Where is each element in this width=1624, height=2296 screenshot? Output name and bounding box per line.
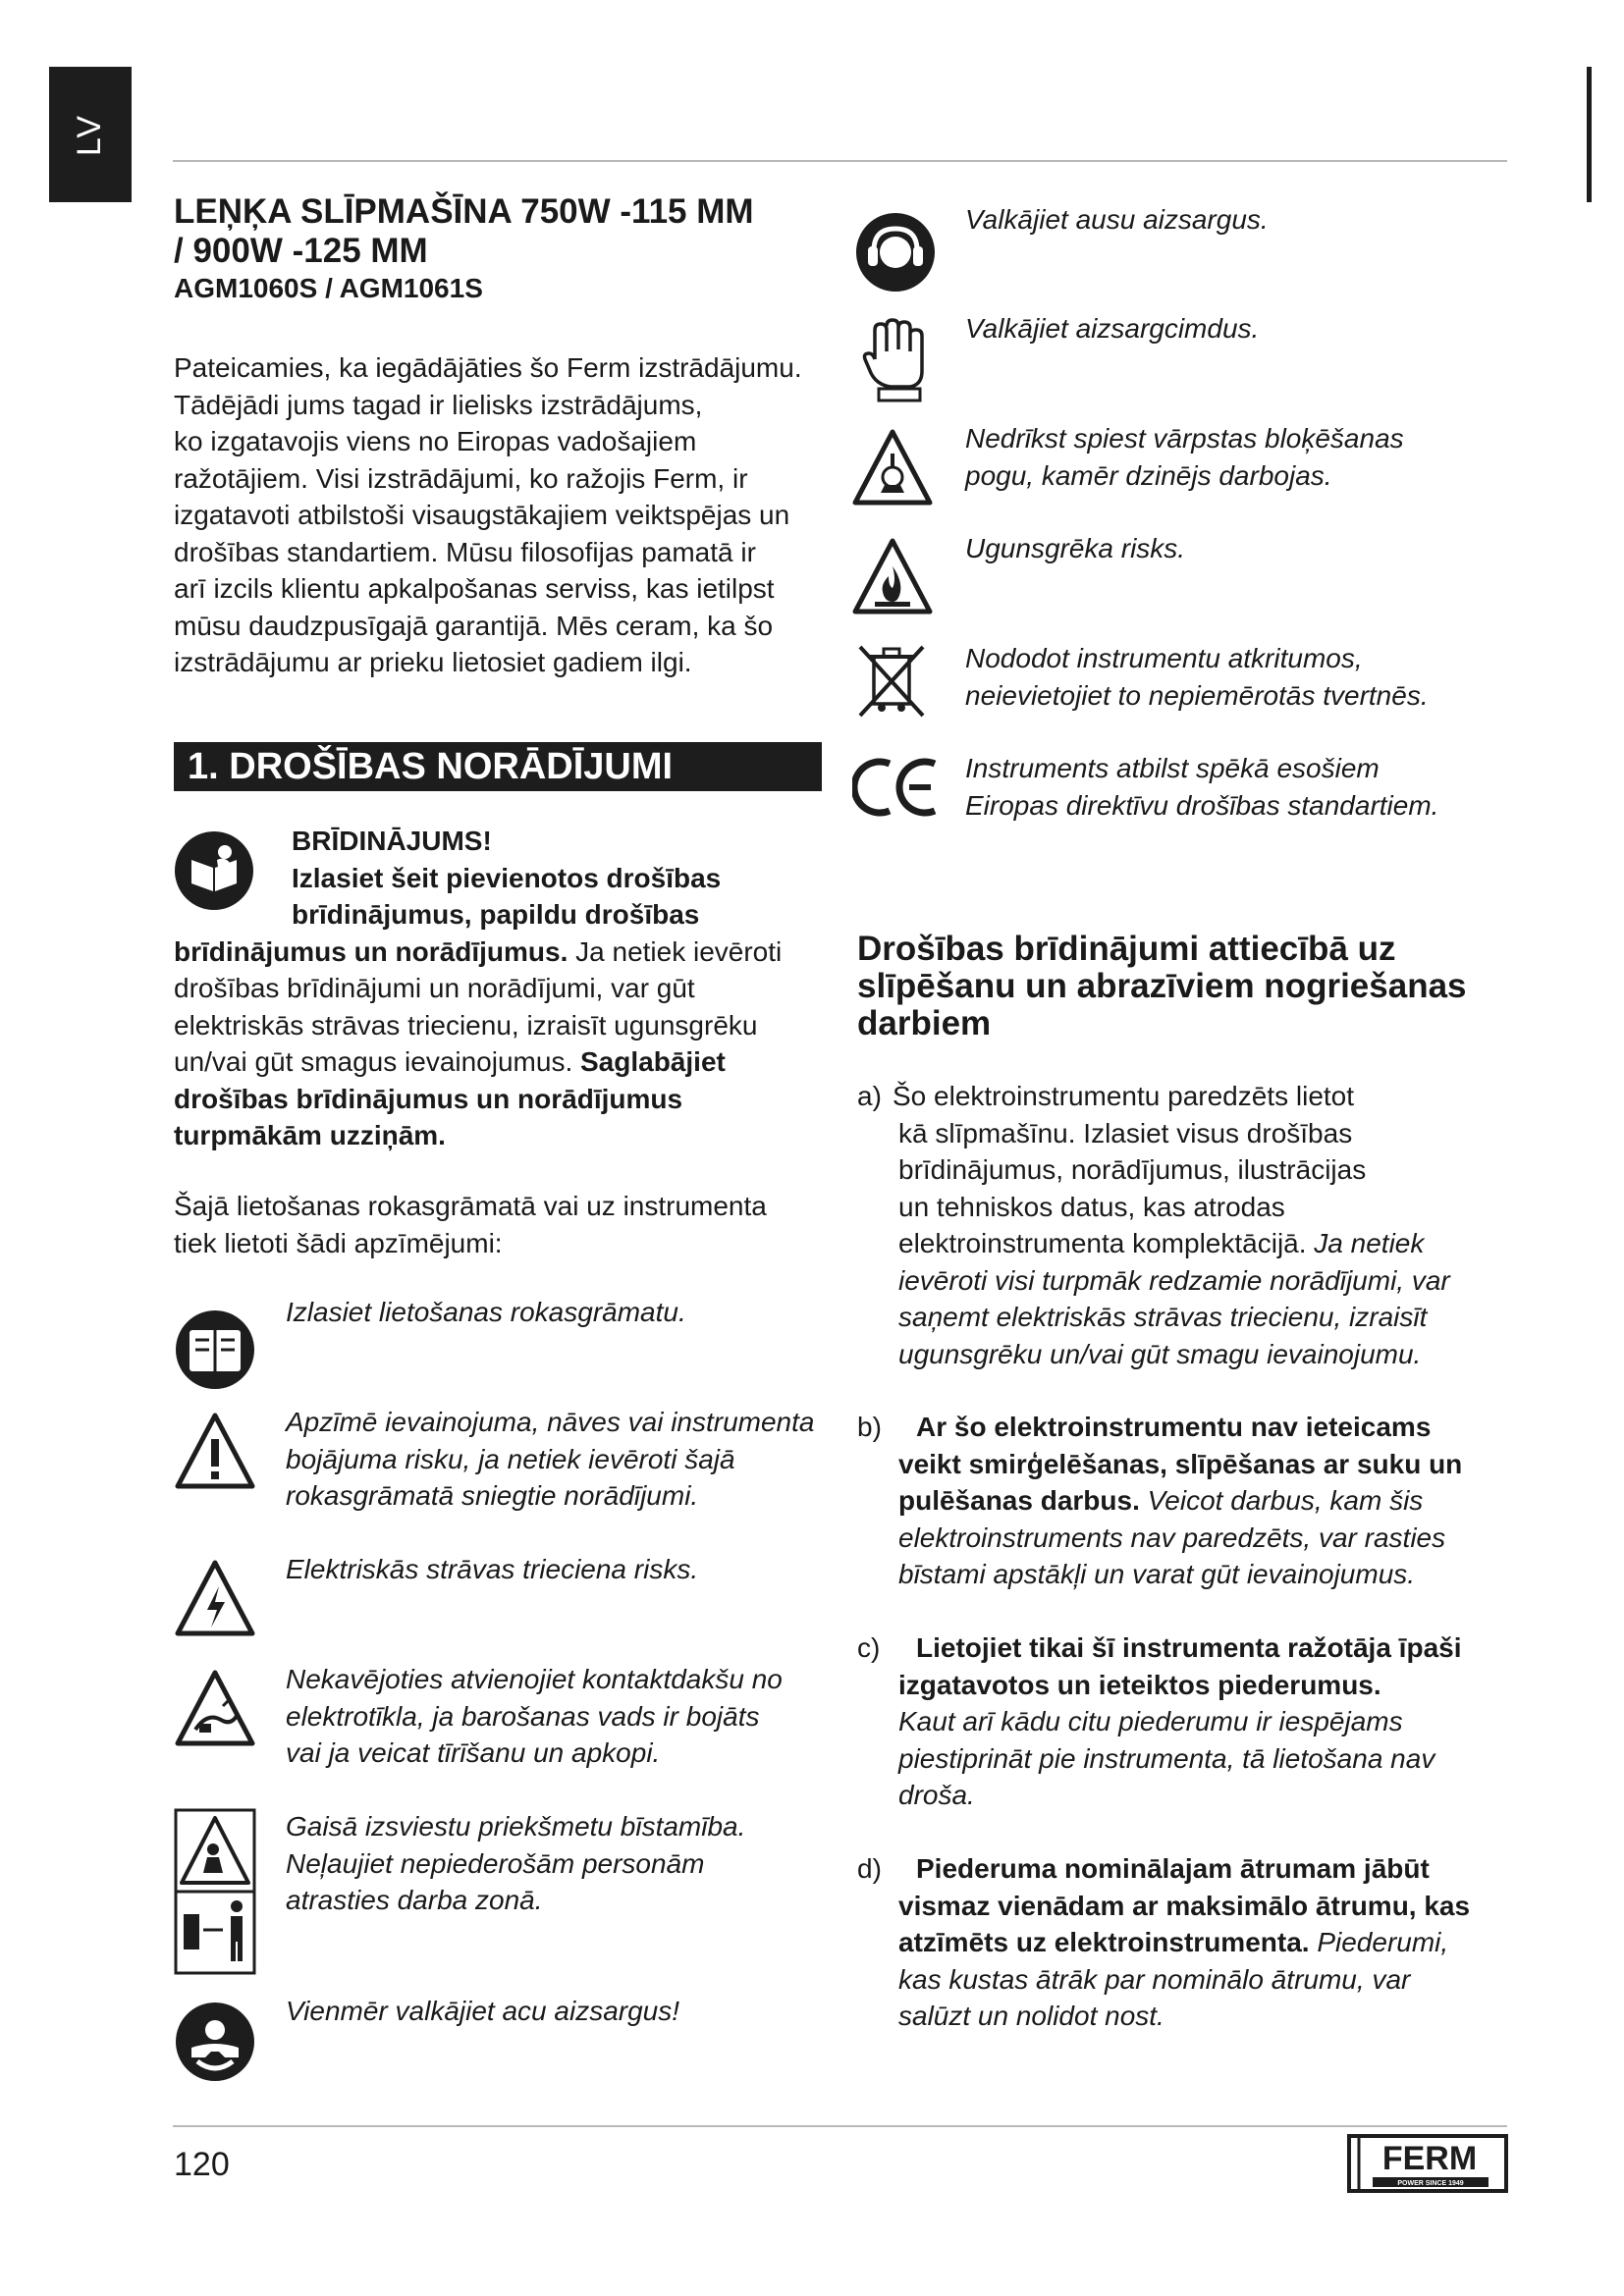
footer-rule: [173, 2125, 1507, 2127]
page-title: [174, 192, 822, 271]
item-bold-text: pulēšanas darbus.: [898, 1485, 1140, 1516]
heading-line: darbiem: [857, 1004, 992, 1042]
intro-line: Pateicamies, ka iegādājāties šo Ferm izstrādājumu.: [174, 352, 802, 383]
ear-protection-icon: [854, 211, 937, 294]
item-line: [898, 1924, 1525, 1961]
warning-title: BRĪDINĀJUMS!: [292, 826, 492, 856]
item-line: un tehniskos datus, kas atrodas: [898, 1191, 1285, 1222]
spindle-lock-warning-icon: [851, 428, 934, 507]
symbol-desc-line: pogu, kamēr dzinējs darbojas.: [965, 459, 1332, 491]
warning-line: [174, 1043, 822, 1081]
symbol-desc-line: Nododot instrumentu atkritumos,: [965, 643, 1363, 673]
list-label: a): [857, 1081, 882, 1111]
item-line: saņemt elektriskās strāvas triecienu, izraisīt: [898, 1302, 1428, 1332]
model-numbers: AGM1060S / AGM1061S: [174, 273, 483, 303]
symbols-intro-line: Šajā lietošanas rokasgrāmatā vai uz instrumenta: [174, 1191, 767, 1221]
warning-bold-text: brīdinājumus un norādījumus.: [174, 935, 568, 967]
warning-text: un/vai gūt smagus ievainojumus.: [174, 1046, 580, 1077]
item-line: Kaut arī kādu citu piederumu ir iespējams: [898, 1706, 1403, 1736]
symbol-desc-line: Neļaujiet nepiederošām personām: [286, 1847, 705, 1879]
item-text: elektroinstrumenta komplektācijā.: [898, 1228, 1315, 1258]
item-line: vismaz vienādam ar maksimālo ātrumu, kas: [898, 1890, 1471, 1921]
warning-line: brīdinājumus, papildu drošības: [292, 899, 700, 930]
electric-shock-icon: [174, 1559, 256, 1637]
item-line: [898, 1225, 1525, 1262]
intro-line: Tādējādi jums tagad ir lielisks izstrādājums,: [174, 389, 703, 420]
symbol-desc-unplug: [286, 1661, 845, 1772]
item-line: droša.: [898, 1780, 975, 1810]
heading-line: Drošības brīdinājumi attiecībā uz: [857, 930, 1396, 968]
item-line: Piederuma nominālajam ātrumam jābūt: [916, 1853, 1430, 1884]
warning-line: drošības brīdinājumus un norādījumus: [174, 1083, 683, 1114]
item-italic-text: Veicot darbus, kam šis: [1139, 1485, 1424, 1516]
symbol-desc-line: Izlasiet lietošanas rokasgrāmatu.: [286, 1297, 686, 1327]
item-line: piestiprināt pie instrumenta, tā lietošana nav: [898, 1742, 1435, 1774]
symbol-desc-line: Elektriskās strāvas trieciena risks.: [286, 1554, 699, 1584]
list-label: b): [857, 1412, 882, 1442]
item-italic-text: Ja netiek: [1314, 1228, 1425, 1258]
symbol-desc-eye-protection: [286, 1993, 836, 2030]
language-code: LV: [71, 113, 109, 156]
symbol-desc-line: Instruments atbilst spēkā esošiem: [965, 753, 1380, 783]
symbol-desc-line: vai ja veicat tīrīšanu un apkopi.: [286, 1737, 661, 1768]
unplug-cord-icon: [174, 1669, 256, 1747]
symbol-desc-gloves: [965, 310, 1515, 347]
symbol-desc-weee: [965, 640, 1525, 714]
symbol-desc-ce: [965, 750, 1525, 824]
heading-line: slīpēšanu un abrazīviem nogriešanas: [857, 967, 1467, 1005]
symbol-desc-line: Nedrīkst spiest vārpstas bloķēšanas: [965, 423, 1404, 454]
corner-mark: [1587, 67, 1592, 202]
symbols-intro: [174, 1188, 822, 1261]
list-item-c: [857, 1629, 1525, 1814]
list-item-d: [857, 1850, 1525, 2035]
item-line: ugunsgrēku un/vai gūt smagu ievainojumu.: [898, 1338, 1422, 1369]
intro-paragraph: [174, 349, 822, 681]
symbol-desc-electric: [286, 1551, 836, 1588]
item-line: brīdinājumus, norādījumus, ilustrācijas: [898, 1154, 1367, 1185]
warning-block: [174, 823, 822, 1154]
list-item-b: [857, 1409, 1525, 1593]
warning-line: turpmākām uzziņām.: [174, 1120, 446, 1150]
item-line: Ar šo elektroinstrumentu nav ieteicams: [916, 1412, 1432, 1442]
weee-bin-icon: [854, 643, 929, 721]
item-line: izgatavotos un ieteiktos piederumus.: [898, 1669, 1381, 1700]
item-line: veikt smirģelēšanas, slīpēšanas ar suku un: [898, 1448, 1463, 1479]
intro-line: ražotājiem. Visi izstrādājumi, ko ražojis Ferm, ir: [174, 462, 748, 494]
section-heading: 1. DROŠĪBAS NORĀDĪJUMI: [174, 742, 822, 791]
intro-line: ko izgatavojis viens no Eiropas vadošajiem: [174, 426, 697, 456]
intro-line: arī izcils klientu apkalpošanas serviss, kas ietilpst: [174, 573, 775, 604]
symbol-desc-warning: [286, 1404, 845, 1515]
symbol-desc-line: Eiropas direktīvu drošības standartiem.: [965, 789, 1439, 821]
header-rule: [173, 160, 1507, 162]
warning-line: drošības brīdinājumi un norādījumi, var gūt: [174, 973, 695, 1003]
left-column: [174, 192, 822, 681]
item-line: [898, 1482, 1525, 1520]
fire-risk-icon: [851, 537, 934, 615]
symbols-intro-line: tiek lietoti šādi apzīmējumi:: [174, 1227, 503, 1258]
symbol-desc-line: Ugunsgrēka risks.: [965, 533, 1186, 563]
item-line: bīstami apstākļi un varat gūt ievainojumus.: [898, 1559, 1416, 1589]
item-line: kā slīpmašīnu. Izlasiet visus drošības: [898, 1117, 1353, 1148]
title-line-1: LEŅĶA SLĪPMAŠĪNA 750W -115 MM: [174, 192, 754, 231]
intro-line: izgatavoti atbilstoši visaugstākajiem veiktspējas un: [174, 500, 790, 530]
warning-triangle-icon: [174, 1412, 256, 1490]
intro-line: drošības standartiem. Mūsu filosofijas pamatā ir: [174, 536, 756, 567]
intro-line: mūsu daudzpusīgajā garantijā. Mēs ceram, ka šo: [174, 610, 774, 641]
symbol-desc-read-manual: [286, 1294, 836, 1331]
list-label: d): [857, 1853, 882, 1884]
symbol-desc-flying-objects: [286, 1808, 845, 1919]
logo-text: FERM: [1381, 2140, 1478, 2177]
item-line: kas kustas ātrāk par nominālo ātrumu, var: [898, 1963, 1411, 1995]
symbol-desc-line: Valkājiet aizsargcimdus.: [965, 313, 1260, 344]
read-instructions-icon: [174, 830, 254, 911]
flying-objects-icon: [174, 1808, 256, 1975]
symbol-desc-line: neievietojiet to nepiemērotās tvertnēs.: [965, 679, 1429, 711]
item-italic-text: Piederumi,: [1309, 1927, 1449, 1957]
warning-line: Izlasiet šeit pievienotos drošības: [292, 862, 722, 893]
list-item-a: [857, 1078, 1525, 1372]
symbol-desc-line: elektrotīkla, ja barošanas vads ir bojāts: [286, 1700, 760, 1732]
symbol-desc-line: Valkājiet ausu aizsargus.: [965, 204, 1269, 235]
item-line: Šo elektroinstrumentu paredzēts lietot: [893, 1081, 1355, 1111]
ce-mark-icon: [852, 756, 939, 819]
language-tab: [49, 67, 132, 202]
symbol-desc-line: bojājuma risku, ja netiek ievēroti šajā: [286, 1443, 735, 1474]
symbol-desc-line: Apzīmē ievainojuma, nāves vai instrumenta: [286, 1407, 815, 1437]
logo-tagline: POWER SINCE 1949: [1397, 2180, 1464, 2187]
item-line: ievēroti visi turpmāk redzamie norādījumi, var: [898, 1264, 1450, 1296]
symbol-desc-line: rokasgrāmatā sniegtie norādījumi.: [286, 1480, 699, 1511]
symbol-desc-line: Vienmēr valkājiet acu aizsargus!: [286, 1996, 680, 2026]
item-line: elektroinstruments nav paredzēts, var rasties: [898, 1522, 1446, 1553]
list-label: c): [857, 1632, 881, 1663]
symbol-desc-line: Gaisā izsviestu priekšmetu bīstamība.: [286, 1811, 746, 1842]
warning-line: [174, 934, 822, 971]
item-bold-text: atzīmēts uz elektroinstrumenta.: [898, 1927, 1310, 1957]
gloves-icon: [861, 316, 930, 402]
intro-line: izstrādājumu ar prieku lietosiet gadiem ilgi.: [174, 647, 692, 677]
warning-text: Ja netiek ievēroti: [568, 935, 783, 967]
symbol-desc-ear-protection: [965, 201, 1515, 239]
eye-protection-icon: [174, 2001, 256, 2083]
title-line-2: / 900W -125 MM: [174, 232, 428, 270]
grinding-safety-heading: [857, 931, 1525, 1042]
warning-line: elektriskās strāvas triecienu, izraisīt ugunsgrēku: [174, 1009, 758, 1041]
symbol-desc-spindle-lock: [965, 420, 1525, 494]
warning-bold-text: Saglabājiet: [580, 1046, 726, 1077]
item-line: salūzt un nolidot nost.: [898, 2001, 1164, 2031]
read-manual-icon: [174, 1308, 256, 1391]
symbol-desc-fire: [965, 530, 1515, 567]
page-number: 120: [174, 2146, 230, 2183]
item-line: Lietojiet tikai šī instrumenta ražotāja īpaši: [916, 1632, 1462, 1663]
ferm-logo: [1345, 2132, 1510, 2195]
symbol-desc-line: atrasties darba zonā.: [286, 1885, 543, 1915]
symbol-desc-line: Nekavējoties atvienojiet kontaktdakšu no: [286, 1664, 783, 1694]
